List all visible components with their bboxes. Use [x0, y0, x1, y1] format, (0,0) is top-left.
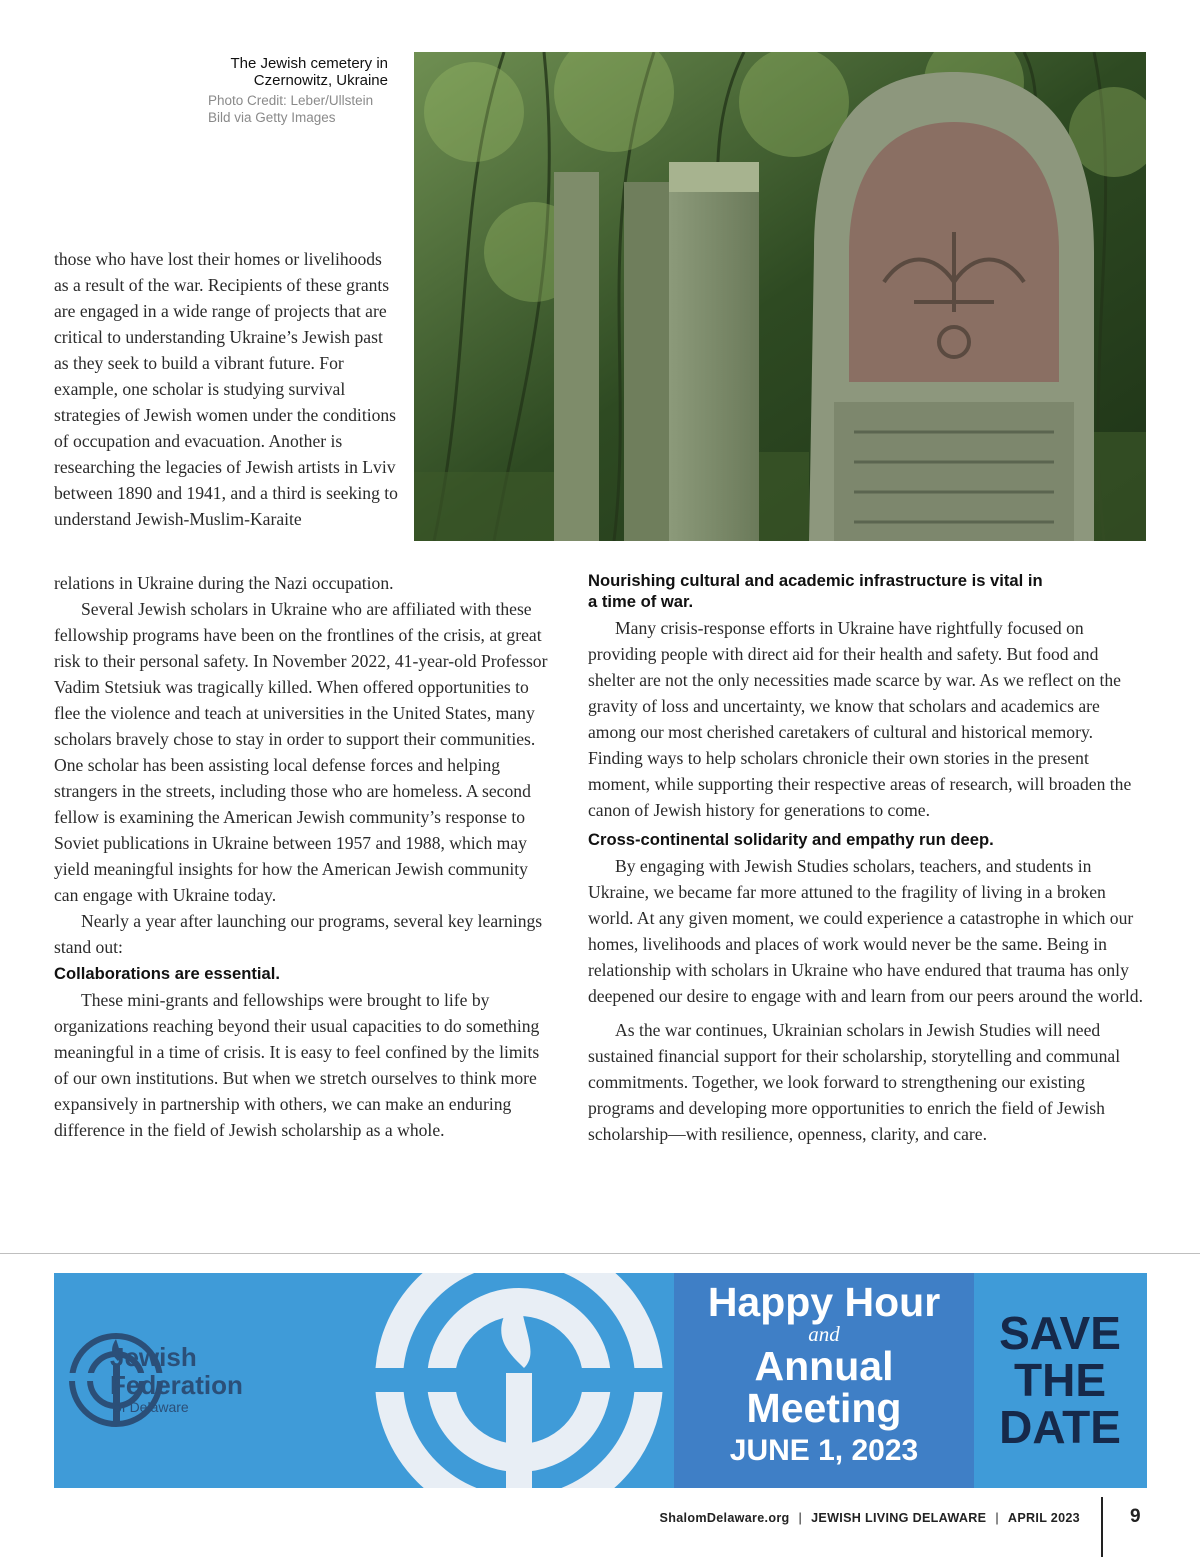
event-title-meeting: Meeting	[746, 1385, 902, 1431]
the-line: THE	[1014, 1354, 1106, 1406]
date-line: DATE	[999, 1401, 1121, 1453]
event-title-and: and	[808, 1322, 840, 1346]
article-paragraph-intro-end: relations in Ukraine during the Nazi occupation.	[54, 573, 394, 593]
cemetery-photo	[414, 52, 1146, 541]
article-paragraph-closing: As the war continues, Ukrainian scholars in Jewish Studies will need sustained financial support for their scholarship, storytelling and communal commitments. Together, we look forward to strengthening our existing programs and developing more opportunities to enrich the field of Jewish scholarship—with resilience, openness, clarity, and care.	[588, 1020, 1121, 1144]
event-details	[674, 1281, 974, 1469]
logo-line-jewish: Jewish	[110, 1342, 197, 1372]
section-divider	[0, 1253, 1200, 1254]
save-the-date-text	[976, 1307, 1144, 1453]
caption-title: The Jewish cemetery in Czernowitz, Ukraine	[230, 55, 388, 89]
page-number: 9	[1130, 1506, 1141, 1527]
article-paragraph-collaborations: These mini-grants and fellowships were brought to life by organizations reaching beyond their usual capacities to do something meaningful in a time of crisis. It is easy to feel confined by the limits of our own institutions. But when we stretch ourselves to think more expansively in partnership with others, we can make an enduring difference in the field of Jewish scholarship as a whole.	[54, 990, 540, 1140]
article-column-right	[588, 570, 1148, 1147]
page-footer	[420, 1511, 1080, 1525]
footer-vertical-rule	[1101, 1497, 1103, 1557]
caption-credit: Photo Credit: Leber/Ullstein Bild via Getty Images	[208, 93, 374, 125]
heading-collaborations: Collaborations are essential.	[54, 964, 280, 983]
footer-separator: |	[995, 1511, 999, 1525]
article-paragraph-learnings: Nearly a year after launching our programs, several key learnings stand out:	[54, 911, 543, 957]
footer-publication: JEWISH LIVING DELAWARE	[811, 1511, 987, 1525]
logo-line-federation: Federation	[110, 1370, 243, 1400]
article-paragraph-scholars: Several Jewish scholars in Ukraine who are affiliated with these fellowship programs have been on the frontlines of the crisis, at great risk to their personal safety. In November 2022, 41-year-old Professor Vadim Stetsiuk was tragically killed. When offered opportunities to flee the violence and teach at universities in the United States, many scholars bravely chose to stay in order to support their communities. One scholar has been assisting local defense forces and helping strangers in the streets, including those who are homeless. A second fellow is examining the American Jewish community’s response to Soviet publications in Ukraine between 1957 and 1988, which may yield meaningful insights for how the American Jewish community can engage with Ukraine today.	[54, 599, 548, 905]
article-paragraph-cross-continental: By engaging with Jewish Studies scholars, teachers, and students in Ukraine, we became far more attuned to the fragility of living in a broken world. At any given moment, we could experience a catastrophe in which our homes, livelihoods and places of work would never be the same. Being in relationship with scholars in Ukraine who have endured that trauma has only deepened our desire to engage with and learn from our peers around the world.	[588, 856, 1143, 1006]
footer-issue: APRIL 2023	[1007, 1511, 1080, 1525]
cemetery-photo-illustration	[414, 52, 1146, 541]
footer-separator: |	[798, 1511, 803, 1525]
article-column-top	[54, 246, 399, 532]
article-paragraph-intro: those who have lost their homes or livelihoods as a result of the war. Recipients of these grants are engaged in a wide range of projects that are critical to understanding Ukraine’s Jewish past as they seek to build a vibrant future. For example, one scholar is studying survival strategies of Jewish women under the conditions of occupation and evacuation. Another is researching the legacies of Jewish artists in Lviv between 1890 and 1941, and a third is seeking to understand Jewish-Muslim-Karaite	[54, 249, 398, 529]
heading-nourishing: Nourishing cultural and academic infrastructure is vital in a time of war.	[588, 571, 1043, 611]
heading-cross-continental: Cross-continental solidarity and empathy run deep.	[588, 830, 994, 849]
event-title-happy-hour: Happy Hour	[707, 1279, 941, 1325]
photo-caption	[208, 55, 403, 126]
event-title-annual: Annual	[754, 1343, 894, 1389]
footer-site-link[interactable]: ShalomDelaware.org	[659, 1511, 790, 1525]
event-date: JUNE 1, 2023	[729, 1434, 919, 1467]
logo-line-delaware: of Delaware	[114, 1399, 189, 1415]
article-paragraph-nourishing: Many crisis-response efforts in Ukraine have rightfully focused on providing people with direct aid for their health and safety. But food and shelter are not the only necessities made scarce by war. As we reflect on the gravity of loss and uncertainty, we know that scholars and academics are among our most cherished caretakers of cultural and historical memory. Finding ways to help scholars chronicle their own stories in the present moment, while supporting their respective areas of research, will broaden the canon of Jewish history for generations to come.	[588, 618, 1132, 820]
save-line: SAVE	[999, 1307, 1121, 1359]
article-column-left	[54, 573, 554, 1143]
federation-logo-text	[110, 1343, 243, 1415]
